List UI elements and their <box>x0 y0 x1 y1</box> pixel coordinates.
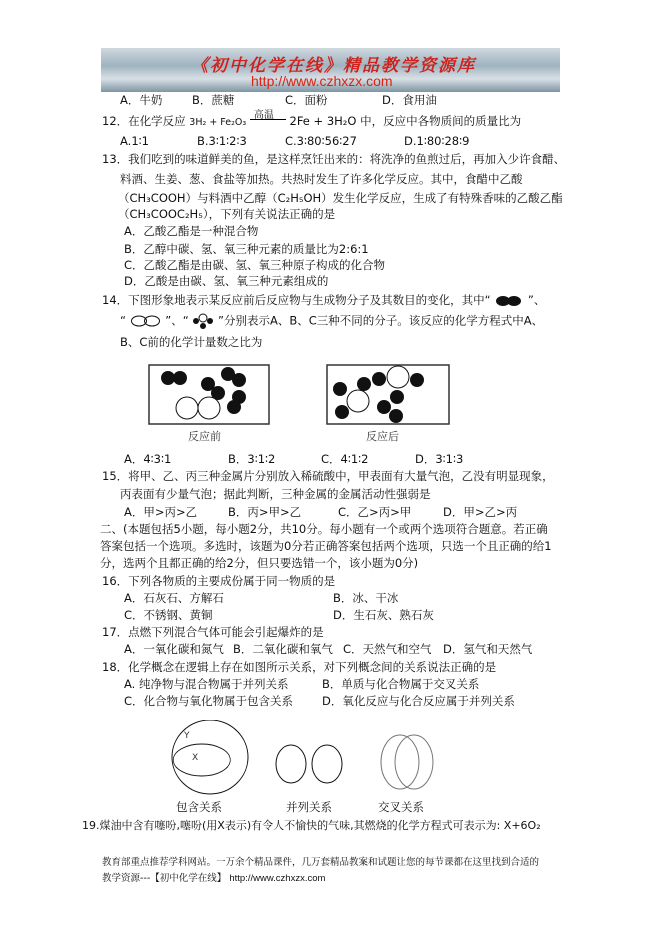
q11-option-a: A．牛奶 <box>120 93 163 107</box>
q11-option-d: D．食用油 <box>382 93 437 107</box>
q14-text: “ <box>120 313 126 328</box>
q17-option-c: C．天然气和空气 <box>343 642 432 656</box>
footer-url-link[interactable]: http://www.czhxzx.com <box>229 873 326 884</box>
q13-option-c: C．乙酸乙酯是由碳、氢、氧三种原子构成的化合物 <box>124 258 386 272</box>
q14-option-c: C．4∶1∶2 <box>321 452 369 466</box>
q17-option-b: B．二氧化碳和氧气 <box>233 642 333 656</box>
reaction-before-label: 反应前 <box>188 430 221 443</box>
q12-option-c: C.3∶80∶56∶27 <box>285 134 357 148</box>
q14-text: ”、“ <box>165 313 189 328</box>
q13-option-a: A．乙酸乙酯是一种混合物 <box>124 224 259 238</box>
q13-stem-line: （CH₃COOC₂H₅），下列有关说法正确的是 <box>118 207 336 221</box>
q14-option-b: B．3∶1∶2 <box>228 452 276 466</box>
molecule-c-icon <box>192 313 214 329</box>
q18-option-b: B．单质与化合物属于交叉关系 <box>322 677 480 691</box>
q14-text: ”、 <box>527 293 546 307</box>
molecule-b-icon <box>130 315 162 327</box>
section-2-instructions: 分，选两个且都正确的给2分，但只要选错一个，该小题为0分) <box>100 556 419 570</box>
reaction-before-diagram <box>148 364 270 426</box>
q16-option-b: B．冰、干冰 <box>333 591 399 605</box>
q19-stem: 19.煤油中含有噻吩,噻吩(用X表示)有令人不愉快的气味,其燃烧的化学方程式可表示为: X+6O₂ <box>82 819 541 832</box>
q15-option-b: B．丙>甲>乙 <box>228 505 302 519</box>
q14-stem-line <box>120 313 543 329</box>
header-banner <box>101 48 560 92</box>
reaction-after-diagram <box>326 364 450 426</box>
q13-stem-line: 13．我们吃到的味道鲜美的鱼，是这样烹饪出来的：将洗净的鱼煎过后，再加入少许食醋、 <box>102 152 566 166</box>
q12-eq-right: 2Fe + 3H₂O 中，反应中各物质间的质量比为 <box>289 114 522 128</box>
q14-text: ”分别表示A、B、C三种不同的分子。该反应的化学方程式中A、 <box>218 313 544 328</box>
containment-inner-ellipse <box>173 744 230 776</box>
q13-option-d: D．乙酸是由碳、氢、氧三种元素组成的 <box>124 274 329 288</box>
footer-site-name: 教学资源---【初中化学在线】 <box>102 873 227 884</box>
section-2-instructions: 答案包括一个选项。多选时，该题为0分若正确答案包括两个选项，只选一个且正确的给1 <box>100 539 552 553</box>
q17-option-a: A．一氧化碳和氮气 <box>124 642 224 656</box>
footer-text: 教育部重点推荐学科网站。一万余个精品课件，几万套精品教案和试题让您的每节课都在这里找到合适的 <box>102 857 540 868</box>
q13-stem-line: 料酒、生姜、葱、食盐等加热。共热时发生了许多化学反应。其中，食醋中乙酸 <box>120 172 523 186</box>
venn-label-containment: 包含关系 <box>176 800 222 814</box>
q12-option-a: A.1∶1 <box>120 134 149 148</box>
q14-stem-line: B、C前的化学计量数之比为 <box>120 335 263 349</box>
q17-option-d: D．氢气和天然气 <box>443 642 533 656</box>
q15-option-c: C．乙>丙>甲 <box>338 505 412 519</box>
q18-stem: 18．化学概念在逻辑上存在如图所示关系，对下列概念间的关系说法正确的是 <box>102 660 497 674</box>
q14-stem-line <box>102 293 545 308</box>
q13-stem-line: （CH₃COOH）与料酒中乙醇（C₂H₅OH）发生化学反应，生成了有特殊香味的乙酸乙酯 <box>118 191 563 205</box>
q13-option-b: B．乙醇中碳、氢、氧三种元素的质量比为2:6:1 <box>124 242 369 256</box>
q16-option-c: C．不锈钢、黄铜 <box>124 608 213 622</box>
q15-option-a: A．甲>丙>乙 <box>124 505 198 519</box>
venn-x-label: X <box>192 753 199 763</box>
q16-option-a: A．石灰石、方解石 <box>124 591 224 605</box>
q18-option-d: D．氧化反应与化合反应属于并列关系 <box>322 694 515 708</box>
q16-option-d: D．生石灰、熟石灰 <box>333 608 434 622</box>
q15-stem-line: 丙表面有少量气泡；据此判断，三种金属的金属活动性强弱是 <box>120 487 431 501</box>
banner-title: 《初中化学在线》精品教学资源库 <box>191 56 476 76</box>
q12-option-d: D.1∶80∶28∶9 <box>404 134 470 148</box>
q15-option-d: D．甲>乙>丙 <box>443 505 518 519</box>
parallel-circle-left <box>276 745 306 783</box>
q11-option-c: C．面粉 <box>285 93 328 107</box>
section-2-instructions: 二、(本题包括5小题，每小题2分，共10分。每小题有一个或两个选项符合题意。若正确 <box>100 522 548 536</box>
q16-stem: 16．下列各物质的主要成份属于同一物质的是 <box>102 574 336 588</box>
footer-text-2 <box>102 870 325 884</box>
q12-eq-left: 3H₂ + Fe₂O₃ <box>189 117 247 128</box>
q14-option-d: D．3∶1∶3 <box>415 452 464 466</box>
q15-stem-line: 15．将甲、乙、丙三种金属片分别放入稀硫酸中，甲表面有大量气泡，乙没有明显现象， <box>102 469 554 483</box>
molecule-a-icon <box>494 295 524 307</box>
q12-stem <box>102 110 522 130</box>
venn-label-cross: 交叉关系 <box>378 800 424 814</box>
q18-option-c: C．化合物与氧化物属于包含关系 <box>124 694 294 708</box>
venn-label-parallel: 并列关系 <box>286 800 332 814</box>
venn-y-label: Y <box>184 731 190 741</box>
q14-text: 14．下图形象地表示某反应前后反应物与生成物分子及其数目的变化，其中“ <box>102 293 491 307</box>
q12-option-b: B.3∶1∶2∶3 <box>197 134 247 148</box>
q12-arrow <box>250 110 286 121</box>
parallel-circle-right <box>312 745 342 783</box>
q12-condition: 高温 <box>253 110 274 121</box>
q14-option-a: A．4∶3∶1 <box>124 452 172 466</box>
q18-option-a: A. 纯净物与混合物属于并列关系 <box>124 677 289 691</box>
q11-option-b: B．蔗糖 <box>192 93 235 107</box>
banner-url: http://www.czhxzx.com <box>251 73 393 89</box>
q12-number: 12．在化学反应 <box>102 114 186 128</box>
reaction-after-label: 反应后 <box>366 430 399 443</box>
venn-diagrams <box>160 720 450 800</box>
q17-stem: 17．点燃下列混合气体可能会引起爆炸的是 <box>102 625 324 639</box>
